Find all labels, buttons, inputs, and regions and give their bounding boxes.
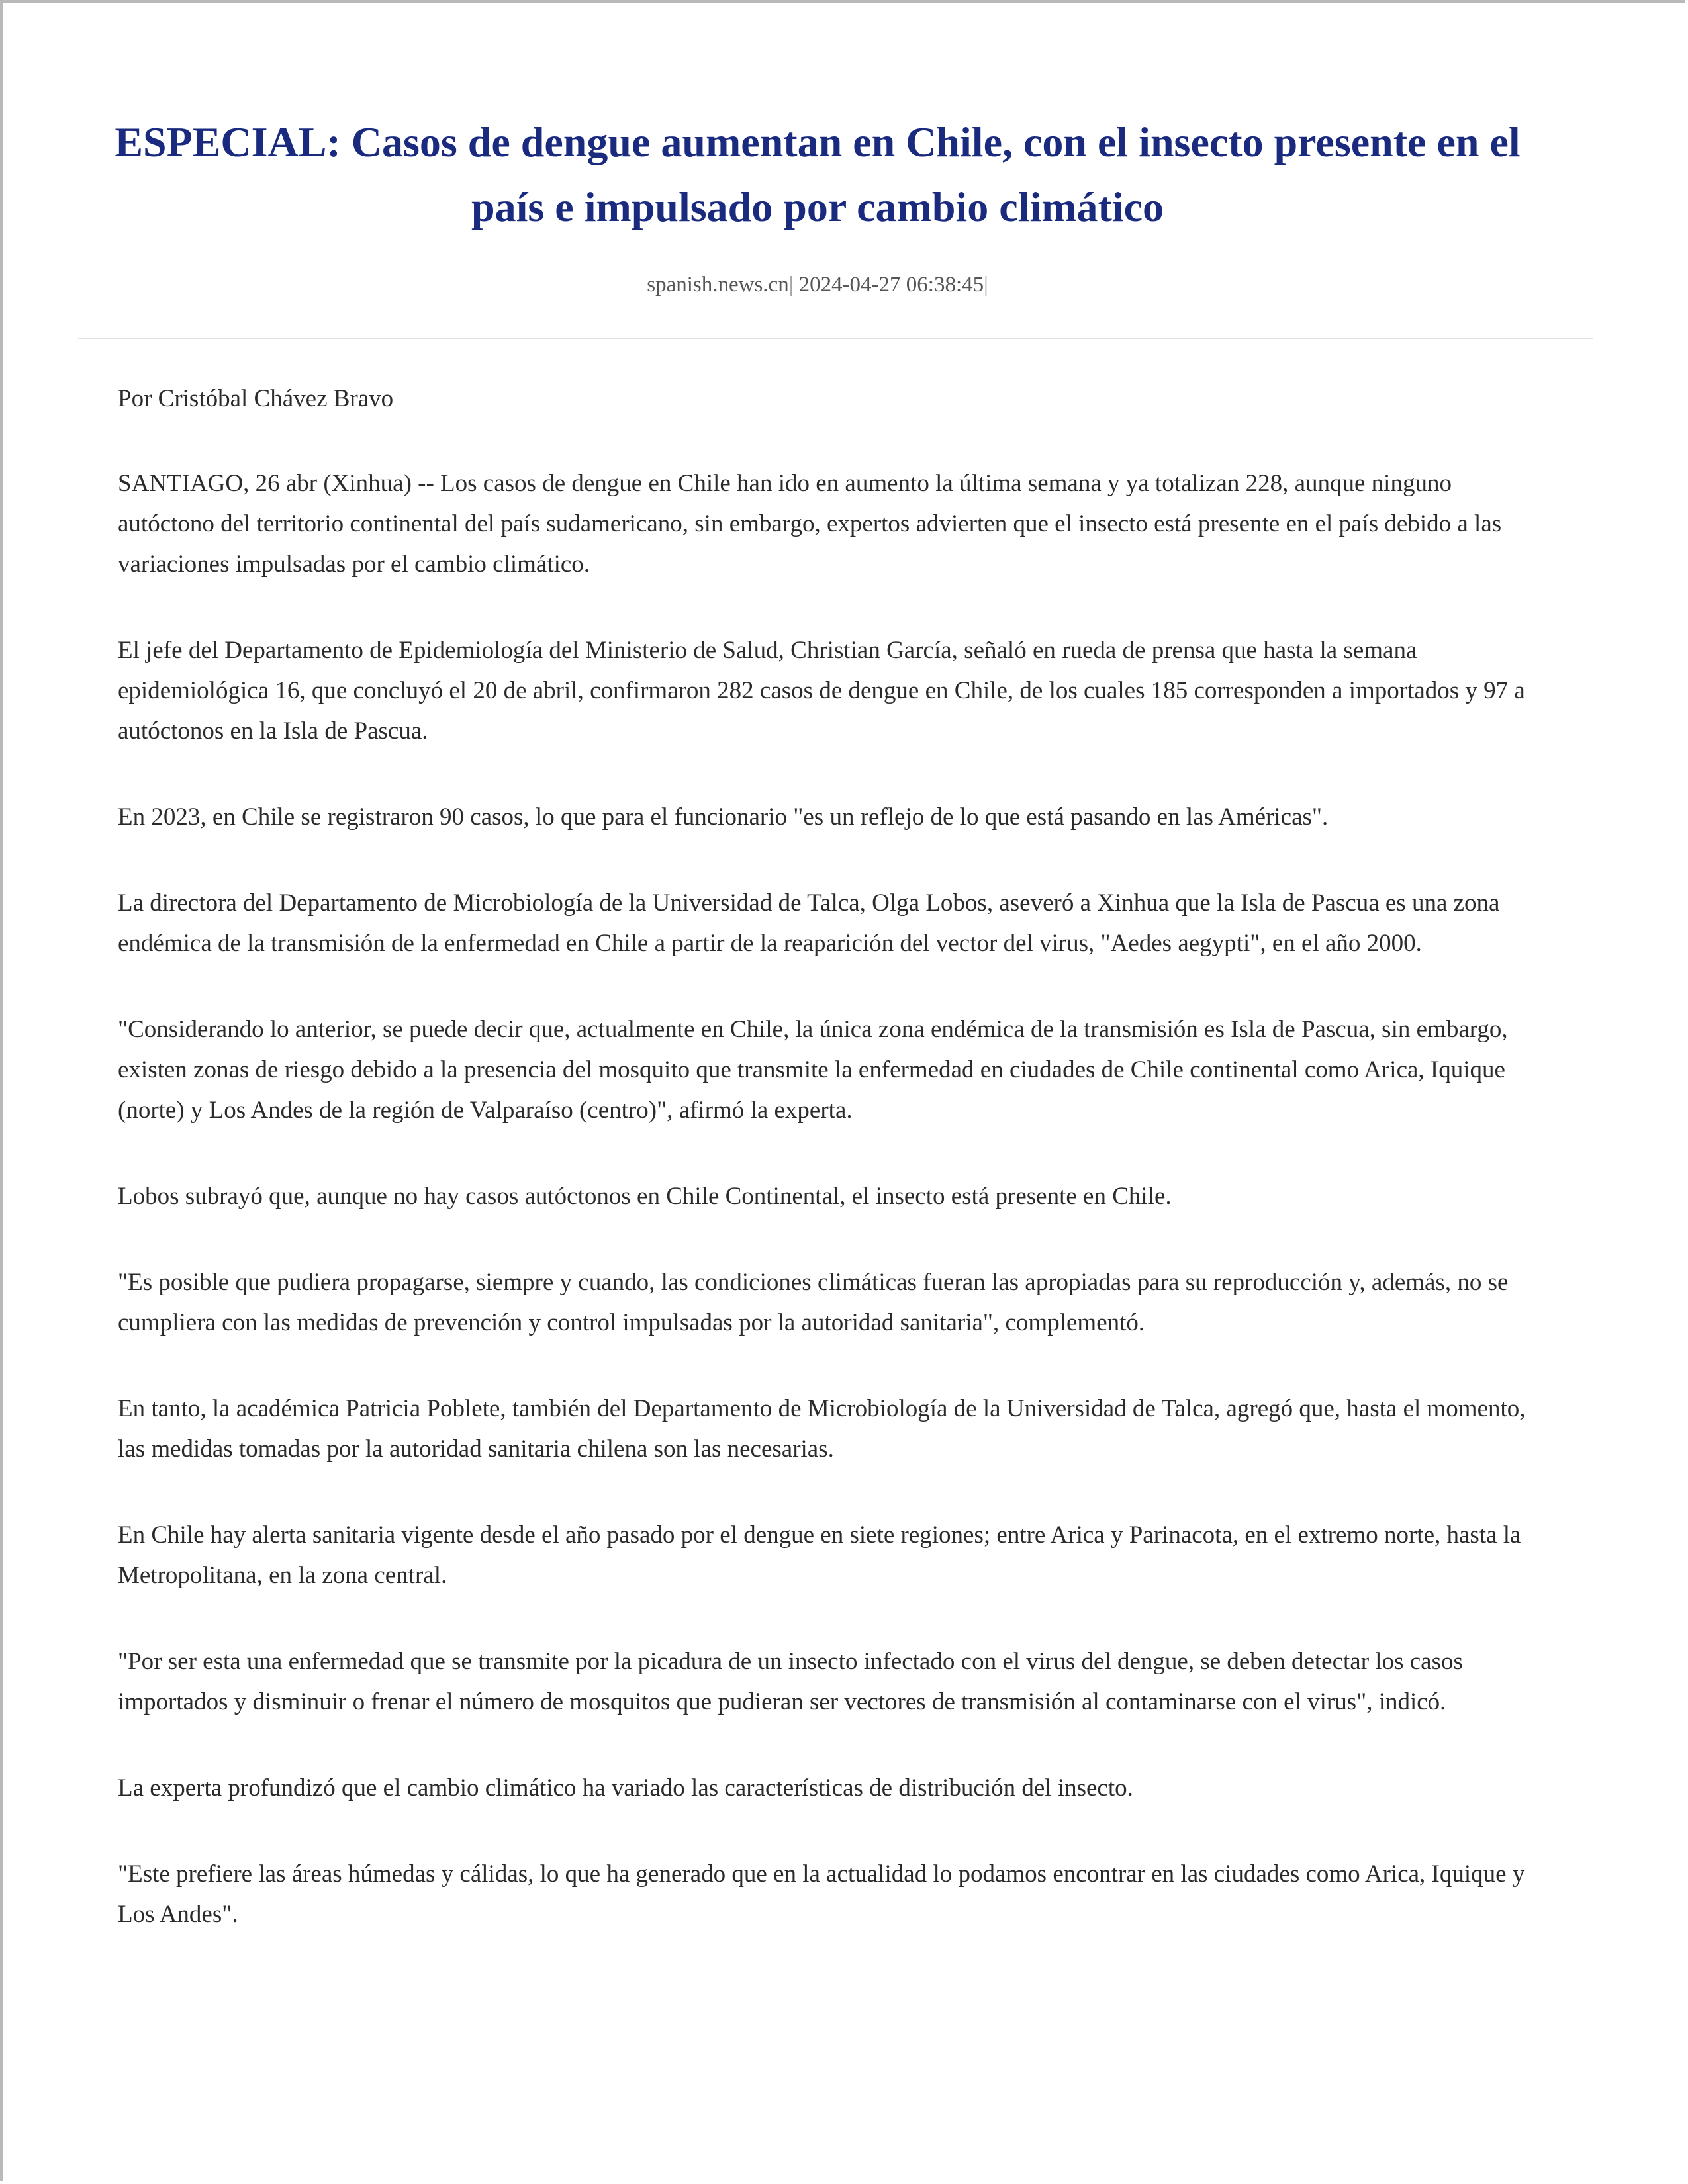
article-paragraph: "Considerando lo anterior, se puede decir que, actualmente en Chile, la única zona endémica de la transmisión es Isla de Pascua, sin embargo, existen zonas de riesgo debido a la presencia del mosquito que transmite la enfermedad en ciudades de Chile continental como Arica, Iquique (norte) y Los Andes de la región de Valparaíso (centro)", afirmó la experta. xyxy=(118,1016,1508,1124)
article-paragraph: La experta profundizó que el cambio climático ha variado las características de distribución del insecto. xyxy=(118,1774,1133,1801)
article-paragraph: "Es posible que pudiera propagarse, siempre y cuando, las condiciones climáticas fueran las apropiadas para su reproducción y, además, no se cumpliera con las medidas de prevención y control impulsadas por la autoridad sanitaria", complementó. xyxy=(118,1269,1509,1336)
header-divider xyxy=(78,338,1593,339)
article-paragraph: En tanto, la académica Patricia Poblete, también del Departamento de Microbiología de la Universidad de Talca, agregó que, hasta el momento, las medidas tomadas por la autoridad sanitaria chilena son las necesarias. xyxy=(118,1395,1526,1463)
article-paragraph: En 2023, en Chile se registraron 90 casos, lo que para el funcionario "es un reflejo de lo que está pasando en las Américas". xyxy=(118,803,1329,831)
article-paragraph: En Chile hay alerta sanitaria vigente desde el año pasado por el dengue en siete regiones; entre Arica y Parinacota, en el extremo norte, hasta la Metropolitana, en la zona central. xyxy=(118,1522,1521,1589)
article-paragraph: "Por ser esta una enfermedad que se transmite por la picadura de un insecto infectado con el virus del dengue, se deben detectar los casos importados y disminuir o frenar el número de mosquitos que pudieran ser vectores de transmisión al contaminarse con el virus", indicó. xyxy=(118,1648,1463,1715)
article-paragraph: SANTIAGO, 26 abr (Xinhua) -- Los casos de dengue en Chile han ido en aumento la última semana y ya totalizan 228, aunque ninguno autóctono del territorio continental del país sudamericano, sin embargo, expertos advierten que el insecto está presente en el país debido a las variaciones impulsadas por el cambio climático. xyxy=(118,470,1502,578)
article-byline: Por Cristóbal Chávez Bravo xyxy=(118,385,394,412)
article-meta xyxy=(0,273,1635,297)
article-datetime: 2024-04-27 06:38:45 xyxy=(798,273,984,296)
article-paragraph: "Este prefiere las áreas húmedas y cálidas, lo que ha generado que en la actualidad lo podamos encontrar en las ciudades como Arica, Iquique y Los Andes". xyxy=(118,1860,1525,1928)
article-source[interactable]: spanish.news.cn xyxy=(647,273,789,296)
article-paragraph: La directora del Departamento de Microbiología de la Universidad de Talca, Olga Lobos, aseveró a Xinhua que la Isla de Pascua es una zona endémica de la transmisión de la enfermedad en Chile a partir de la reaparición del vector del virus, "Aedes aegypti", en el año 2000. xyxy=(118,889,1500,957)
article-paragraph: El jefe del Departamento de Epidemiología del Ministerio de Salud, Christian García, señaló en rueda de prensa que hasta la semana epidemiológica 16, que concluyó el 20 de abril, confirmaron 282 casos de dengue en Chile, de los cuales 185 corresponden a importados y 97 a autóctonos en la Isla de Pascua. xyxy=(118,637,1525,745)
meta-separator: | xyxy=(984,273,988,296)
article-paragraph: Lobos subrayó que, aunque no hay casos autóctonos en Chile Continental, el insecto está presente en Chile. xyxy=(118,1183,1172,1210)
article-body xyxy=(118,379,1528,1980)
meta-separator: | xyxy=(788,273,794,296)
article-title: ESPECIAL: Casos de dengue aumentan en Chile, con el insecto presente en el país e impulsado por cambio climático xyxy=(115,118,1521,230)
